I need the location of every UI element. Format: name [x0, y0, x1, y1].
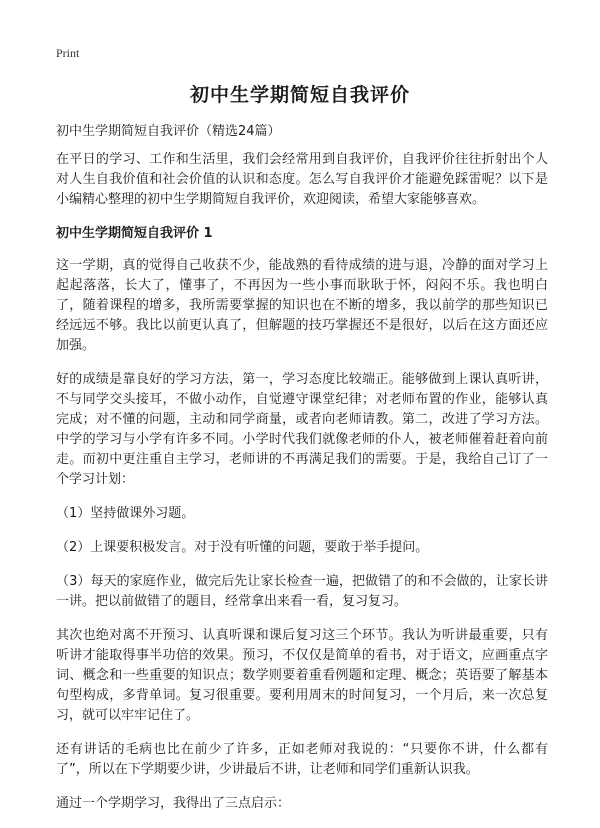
paragraph: 还有讲话的毛病也比在前少了许多，正如老师对我说的：“只要你不讲，什么都有了”，所以在下学期要少讲，少讲最后不讲，让老师和同学们重新认识我。	[56, 742, 548, 777]
intro-paragraph: 在平日的学习、工作和生活里，我们会经常用到自我评价，自我评价往往折射出个人对人生自我价值和社会价值的认识和态度。怎么写自我评价才能避免踩雷呢？以下是小编精心整理的初中生学期简短自我评价，欢迎阅读，希望大家能够喜欢。	[56, 152, 548, 207]
article-subtitle: 初中生学期简短自我评价（精选24篇）	[56, 124, 281, 139]
paragraph: 其次也绝对离不开预习、认真听课和课后复习这三个环节。我认为听讲最重要，只有听讲才能取得事半功倍的效果。预习，不仅仅是简单的看书，对于语文，应画重点字词、概念和一些重要的知识点；数学则要着重看例题和定理、概念；英语要了解基本句型构成，多背单词。复习很重要。要利用周末的时间复习，一个月后，来一次总复习，就可以牢牢记住了。	[56, 628, 548, 723]
section-heading: 初中生学期简短自我评价 1	[56, 226, 213, 241]
paragraph: 这一学期，真的觉得自己收获不少，能战熟的看待成绩的进与退，冷静的面对学习上起起落落，长大了，懂事了，不再因为一些小事而耿耿于怀，闷闷不乐。我也明白了，随着课程的增多，我所需要掌握的知识也在不断的增多，我以前学的那些知识已经远远不够。我比以前更认真了，但解题的技巧掌握还不是很好，以后在这方面还应加强。	[56, 258, 548, 353]
plan-item: （3）每天的家庭作业，做完后先让家长检查一遍，把做错了的和不会做的，让家长讲一讲。把以前做错了的题目，经常拿出来看一看，复习复习。	[56, 574, 548, 609]
plan-item: （1）坚持做课外习题。	[56, 506, 195, 521]
paragraph: 好的成绩是靠良好的学习方法，第一，学习态度比较端正。能够做到上课认真听讲，不与同学交头接耳，不做小动作，自觉遵守课堂纪律；对老师布置的作业，能够认真完成；对不懂的问题，主动和同学商量，或者向老师请教。第二，改进了学习方法。中学的学习与小学有许多不同。小学时代我们就像老师的仆人，被老师催着赶着向前走。而初中更注重自主学习，老师讲的不再满足我们的需要。于是，我给自己订了一个学习计划：	[56, 372, 548, 487]
paragraph: 通过一个学期学习，我得出了三点启示：	[56, 796, 291, 811]
print-label: Print	[56, 46, 80, 60]
plan-item: （2）上课要积极发言。对于没有听懂的问题，要敢于举手提问。	[56, 540, 429, 555]
page-title: 初中生学期简短自我评价	[189, 84, 410, 106]
article-body	[56, 150, 548, 828]
